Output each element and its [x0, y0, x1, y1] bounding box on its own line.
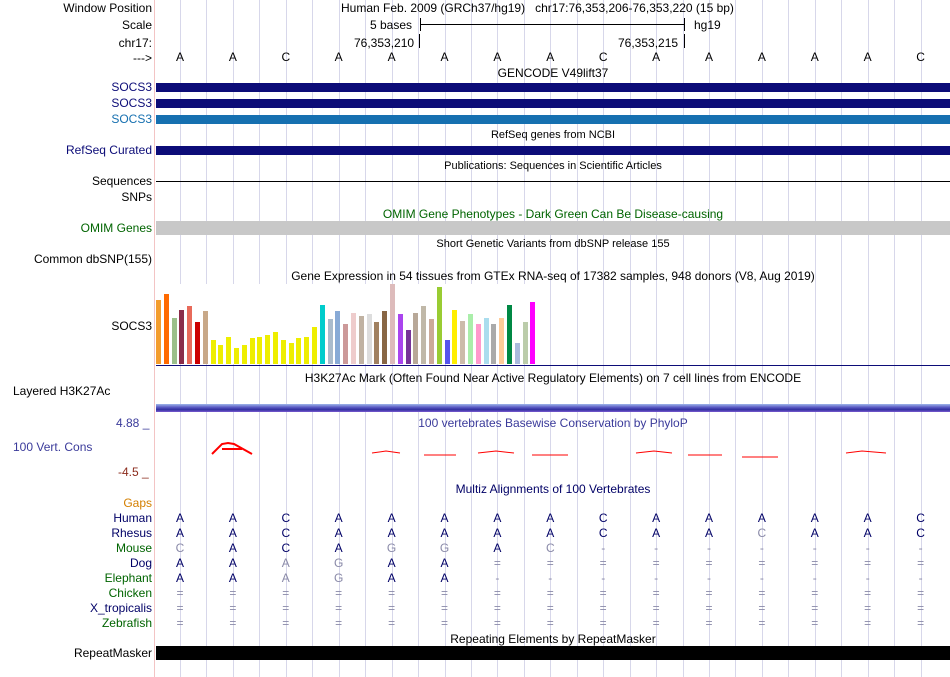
gtex-tissue-bar[interactable] — [156, 300, 161, 364]
gtex-tissue-bar[interactable] — [445, 340, 450, 364]
gtex-tissue-bar[interactable] — [359, 316, 364, 364]
gtex-tissue-bar[interactable] — [437, 287, 442, 364]
multiz-base: - — [865, 541, 870, 555]
base-letter: A — [757, 50, 766, 64]
multiz-base: A — [440, 511, 449, 525]
multiz-base: = — [388, 601, 396, 615]
gtex-tissue-bar[interactable] — [328, 319, 333, 364]
multiz-base: C — [598, 511, 608, 525]
repeat-label[interactable]: RepeatMasker — [73, 646, 152, 660]
multiz-base: = — [705, 586, 713, 600]
gencode-item-label-1[interactable]: SOCS3 — [111, 80, 152, 94]
base-letter: A — [493, 50, 502, 64]
gtex-tissue-bar[interactable] — [304, 337, 309, 364]
multiz-base: = — [599, 616, 607, 630]
base-letter: A — [652, 50, 661, 64]
multiz-base: = — [811, 601, 819, 615]
gtex-tissue-bar[interactable] — [312, 327, 317, 364]
multiz-base: = — [282, 616, 290, 630]
multiz-species-label[interactable]: Zebrafish — [101, 616, 152, 630]
h3k27ac-track-title[interactable]: H3K27Ac Mark (Often Found Near Active Regulatory Elements) on 7 cell lines from ENCODE — [304, 371, 802, 385]
phylop-label[interactable]: 100 Vert. Cons — [13, 440, 93, 454]
gencode-item-3[interactable] — [156, 115, 950, 124]
multiz-base: A — [440, 571, 449, 585]
multiz-base: A — [228, 526, 237, 540]
base-letter: A — [334, 50, 343, 64]
multiz-base: = — [705, 556, 713, 570]
base-letter: A — [546, 50, 555, 64]
multiz-base: = — [758, 616, 766, 630]
multiz-base: = — [864, 556, 872, 570]
multiz-base: C — [281, 511, 291, 525]
gtex-tissue-bar[interactable] — [320, 305, 325, 364]
multiz-base: A — [757, 511, 766, 525]
chrom-label: chr17: — [118, 36, 152, 50]
gtex-tissue-bar[interactable] — [335, 311, 340, 364]
gtex-tissue-bar[interactable] — [468, 314, 473, 364]
multiz-base: A — [387, 571, 396, 585]
multiz-base: = — [652, 586, 660, 600]
refseq-track-title[interactable]: RefSeq genes from NCBI — [490, 129, 616, 141]
multiz-base: A — [228, 541, 237, 555]
gtex-tissue-bar[interactable] — [211, 340, 216, 364]
multiz-species-label[interactable]: Elephant — [104, 571, 152, 585]
multiz-base: - — [548, 571, 553, 585]
gtex-tissue-bar[interactable] — [281, 340, 286, 364]
gtex-tissue-bar[interactable] — [421, 306, 426, 364]
multiz-base: A — [546, 526, 555, 540]
gtex-tissue-bar[interactable] — [226, 337, 231, 364]
multiz-base: = — [546, 616, 554, 630]
pubs-snps-label[interactable]: SNPs — [121, 190, 152, 204]
multiz-base: A — [493, 526, 502, 540]
multiz-base: = — [811, 616, 819, 630]
gtex-tissue-bar[interactable] — [452, 310, 457, 364]
multiz-base: = — [282, 601, 290, 615]
gtex-tissue-bar[interactable] — [265, 335, 270, 364]
base-letter: A — [175, 50, 184, 64]
multiz-base: C — [281, 541, 291, 555]
multiz-base: = — [758, 556, 766, 570]
phylop-dips — [372, 451, 886, 457]
multiz-base: = — [652, 601, 660, 615]
gencode-track-title[interactable]: GENCODE V49lift37 — [497, 66, 609, 80]
base-letter: A — [810, 50, 819, 64]
multiz-species-label[interactable]: Dog — [129, 556, 152, 570]
gtex-tissue-bar[interactable] — [164, 294, 169, 364]
gtex-tissue-bar[interactable] — [367, 314, 372, 364]
gencode-item-2[interactable] — [156, 99, 950, 108]
gtex-tissue-bar[interactable] — [203, 311, 208, 364]
multiz-base: - — [759, 541, 764, 555]
multiz-base: A — [863, 511, 872, 525]
omim-item[interactable] — [156, 221, 950, 235]
multiz-base: = — [229, 586, 237, 600]
multiz-base: = — [440, 601, 448, 615]
gtex-tissue-bar[interactable] — [273, 332, 278, 364]
multiz-base: = — [176, 586, 184, 600]
gtex-bar-chart[interactable] — [156, 284, 536, 364]
multiz-base: A — [493, 511, 502, 525]
phylop-max-label: 4.88 _ — [116, 416, 150, 430]
gtex-tissue-bar[interactable] — [413, 313, 418, 364]
multiz-base: G — [334, 556, 344, 570]
gtex-tissue-bar[interactable] — [499, 318, 504, 364]
multiz-base: - — [707, 541, 711, 555]
scale-bar-left-tick — [420, 18, 421, 31]
multiz-base: = — [652, 556, 660, 570]
base-letter: A — [440, 50, 449, 64]
pubs-track-title[interactable]: Publications: Sequences in Scientific Articles — [444, 160, 662, 172]
gtex-tissue-bar[interactable] — [195, 322, 200, 364]
multiz-base: - — [654, 571, 659, 585]
scale-bar-right-tick — [684, 18, 685, 31]
multiz-base: = — [176, 616, 184, 630]
multiz-base: = — [599, 586, 607, 600]
multiz-base: C — [916, 511, 925, 525]
multiz-base: A — [387, 556, 396, 570]
multiz-base: = — [440, 586, 448, 600]
multiz-base: A — [228, 571, 237, 585]
gtex-tissue-bar[interactable] — [343, 324, 348, 364]
multiz-base: A — [493, 541, 502, 555]
multiz-species-label[interactable]: X_tropicalis — [89, 601, 152, 615]
h3k27ac-label[interactable]: Layered H3K27Ac — [13, 384, 111, 398]
gtex-tissue-bar[interactable] — [507, 305, 512, 364]
base-letter: A — [387, 50, 396, 64]
multiz-base: G — [439, 541, 450, 555]
multiz-base: = — [599, 556, 607, 570]
gtex-tissue-bar[interactable] — [484, 318, 489, 364]
gtex-tissue-bar[interactable] — [351, 313, 356, 364]
gtex-tissue-bar[interactable] — [476, 324, 481, 364]
multiz-base: = — [229, 601, 237, 615]
repeat-track-title[interactable]: Repeating Elements by RepeatMasker — [450, 632, 656, 646]
multiz-base: A — [228, 556, 237, 570]
base-letter: A — [863, 50, 872, 64]
multiz-base: = — [493, 601, 501, 615]
multiz-base: - — [865, 571, 870, 585]
multiz-species-label[interactable]: Chicken — [108, 586, 152, 600]
multiz-base: A — [652, 511, 661, 525]
phylop-min-label: -4.5 _ — [118, 465, 149, 479]
multiz-base: = — [917, 601, 925, 615]
phylop-track-title[interactable]: 100 vertebrates Basewise Conservation by PhyloP — [418, 416, 688, 430]
multiz-base: = — [917, 616, 925, 630]
multiz-base: = — [864, 616, 872, 630]
multiz-base: A — [440, 526, 449, 540]
multiz-base: A — [175, 571, 184, 585]
pubs-sequences-line[interactable] — [156, 181, 950, 182]
multiz-base: C — [598, 526, 608, 540]
multiz-base: = — [864, 586, 872, 600]
gencode-item-label-3[interactable]: SOCS3 — [111, 112, 152, 126]
gtex-tissue-bar[interactable] — [460, 321, 465, 364]
gtex-tissue-bar[interactable] — [187, 306, 192, 364]
label-divider — [154, 0, 155, 677]
base-letter: C — [916, 50, 925, 64]
multiz-base: A — [281, 571, 290, 585]
window-position-label: Window Position — [63, 1, 152, 15]
multiz-base: G — [334, 571, 344, 585]
multiz-base: A — [440, 556, 449, 570]
multiz-base: A — [175, 511, 184, 525]
multiz-base: = — [705, 616, 713, 630]
gtex-tissue-bar[interactable] — [429, 319, 434, 364]
multiz-base: = — [599, 601, 607, 615]
phylop-signal[interactable] — [156, 438, 950, 462]
multiz-base: = — [493, 616, 501, 630]
multiz-base: - — [601, 571, 606, 585]
gencode-item-label-2[interactable]: SOCS3 — [111, 96, 152, 110]
multiz-base: = — [229, 616, 237, 630]
refseq-item[interactable] — [156, 146, 950, 155]
multiz-base: = — [440, 616, 448, 630]
multiz-base: - — [495, 571, 500, 585]
multiz-base: A — [810, 511, 819, 525]
base-letter: A — [704, 50, 713, 64]
gaps-label[interactable]: Gaps — [123, 496, 152, 510]
multiz-base: A — [704, 526, 713, 540]
multiz-base: A — [810, 526, 819, 540]
base-letter: C — [598, 50, 608, 64]
scale-assembly: hg19 — [694, 18, 721, 32]
omim-label[interactable]: OMIM Genes — [80, 221, 152, 235]
gtex-tissue-bar[interactable] — [289, 343, 294, 364]
gtex-tissue-bar[interactable] — [390, 284, 395, 364]
window-position-value: Human Feb. 2009 (GRCh37/hg19) chr17:76,353,206-76,353,220 (15 bp) — [341, 1, 734, 15]
scale-value: 5 bases — [370, 18, 413, 32]
multiz-base: = — [652, 616, 660, 630]
gtex-tissue-bar[interactable] — [250, 338, 255, 364]
multiz-base: = — [758, 601, 766, 615]
multiz-base: - — [707, 571, 711, 585]
gtex-tissue-bar[interactable] — [382, 311, 387, 364]
multiz-base: = — [864, 601, 872, 615]
gtex-tissue-bar[interactable] — [530, 302, 535, 364]
gtex-label[interactable]: SOCS3 — [111, 319, 152, 333]
multiz-base: = — [705, 601, 713, 615]
multiz-base: A — [334, 526, 343, 540]
multiz-base: A — [334, 541, 343, 555]
multiz-base: C — [545, 541, 555, 555]
multiz-base: - — [759, 571, 764, 585]
multiz-base: = — [493, 556, 501, 570]
gtex-baseline — [156, 365, 950, 366]
multiz-base: A — [863, 526, 872, 540]
gtex-tissue-bar[interactable] — [218, 345, 223, 364]
gtex-tissue-bar[interactable] — [515, 343, 520, 364]
multiz-base: = — [176, 601, 184, 615]
multiz-base: G — [386, 541, 397, 555]
gtex-tissue-bar[interactable] — [374, 322, 379, 364]
gtex-tissue-bar[interactable] — [234, 348, 239, 364]
multiz-base: = — [335, 586, 343, 600]
multiz-base: C — [757, 526, 767, 540]
multiz-base: - — [654, 541, 659, 555]
omim-track-title[interactable]: OMIM Gene Phenotypes - Dark Green Can Be Disease-causing — [382, 207, 724, 221]
multiz-base: = — [917, 556, 925, 570]
multiz-base: - — [601, 541, 606, 555]
multiz-base: A — [546, 511, 555, 525]
gtex-tissue-bar[interactable] — [406, 330, 411, 364]
multiz-base: A — [228, 511, 237, 525]
multiz-base: - — [918, 571, 923, 585]
strand-label: ---> — [133, 51, 152, 65]
refseq-label[interactable]: RefSeq Curated — [65, 143, 152, 157]
scale-label: Scale — [121, 18, 152, 32]
multiz-base: C — [281, 526, 291, 540]
multiz-base: A — [704, 511, 713, 525]
gtex-tissue-bar[interactable] — [179, 310, 184, 364]
gtex-track-title[interactable]: Gene Expression in 54 tissues from GTEx RNA-seq of 17382 samples, 948 donors (V8, Aug 2019) — [291, 269, 815, 283]
multiz-base: = — [758, 586, 766, 600]
multiz-base: C — [916, 526, 925, 540]
multiz-base: = — [388, 586, 396, 600]
multiz-species-label[interactable]: Mouse — [115, 541, 152, 555]
multiz-species-label[interactable]: Human — [113, 511, 152, 525]
multiz-base: A — [652, 526, 661, 540]
multiz-base: C — [175, 541, 185, 555]
gtex-tissue-bar[interactable] — [242, 345, 247, 364]
base-letter: A — [228, 50, 237, 64]
multiz-base: A — [175, 556, 184, 570]
multiz-base: A — [175, 526, 184, 540]
pubs-sequences-label[interactable]: Sequences — [91, 174, 152, 188]
h3k27ac-signal[interactable] — [156, 404, 950, 412]
multiz-base: A — [334, 511, 343, 525]
repeat-item[interactable] — [156, 646, 950, 660]
gtex-tissue-bar[interactable] — [296, 338, 301, 364]
multiz-base: - — [812, 541, 817, 555]
multiz-base: = — [546, 601, 554, 615]
multiz-base: = — [335, 616, 343, 630]
multiz-base: A — [387, 526, 396, 540]
multiz-base: - — [812, 571, 817, 585]
position-left-tick — [419, 34, 420, 48]
gencode-item-1[interactable] — [156, 83, 950, 92]
base-letter: C — [281, 50, 291, 64]
gtex-tissue-bar[interactable] — [172, 318, 177, 364]
multiz-base: A — [387, 511, 396, 525]
multiz-species-label[interactable]: Rhesus — [111, 526, 152, 540]
gtex-tissue-bar[interactable] — [491, 324, 496, 364]
dbsnp-track-title[interactable]: Short Genetic Variants from dbSNP release 155 — [436, 238, 670, 250]
multiz-base: = — [917, 586, 925, 600]
gtex-tissue-bar[interactable] — [398, 314, 403, 364]
multiz-base: = — [546, 556, 554, 570]
scale-bar — [420, 24, 684, 25]
dbsnp-label[interactable]: Common dbSNP(155) — [33, 252, 152, 266]
position-right: 76,353,215 — [618, 36, 679, 50]
multiz-base: A — [281, 556, 290, 570]
multiz-base: = — [335, 601, 343, 615]
multiz-base: = — [282, 586, 290, 600]
multiz-base: - — [918, 541, 923, 555]
gtex-tissue-bar[interactable] — [523, 322, 528, 364]
position-left: 76,353,210 — [354, 36, 415, 50]
position-right-tick — [684, 34, 685, 48]
multiz-base: = — [493, 586, 501, 600]
multiz-base: = — [811, 556, 819, 570]
multiz-base: = — [546, 586, 554, 600]
multiz-base: = — [388, 616, 396, 630]
multiz-base: = — [811, 586, 819, 600]
gtex-tissue-bar[interactable] — [257, 337, 262, 364]
multiz-track-title[interactable]: Multiz Alignments of 100 Vertebrates — [455, 482, 651, 496]
